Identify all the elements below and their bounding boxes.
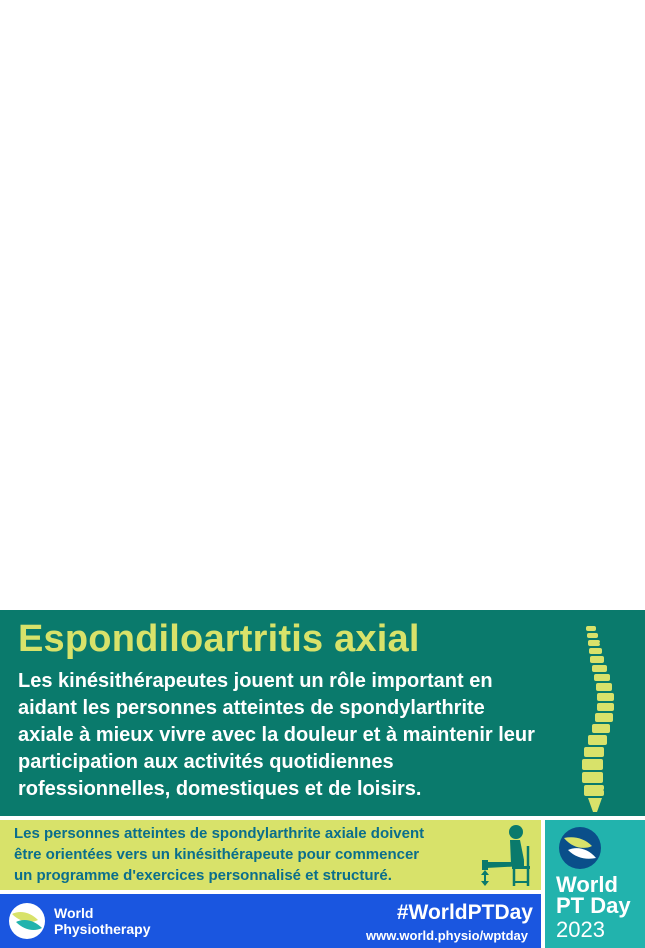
spine-icon [570,624,630,814]
callout-line: être orientées vers un kinésithérapeute pour commencer [14,846,420,863]
page-title: Espondiloartritis axial [18,618,420,660]
wpt-year: 2023 [556,917,605,942]
description [18,668,578,803]
seated-person-icon [478,822,538,888]
hashtag: #WorldPTDay [396,901,533,924]
description-line: participation aux activités quotidiennes [18,751,394,773]
callout-line: Les personnes atteintes de spondylarthrite axiale doivent [14,825,425,842]
description-line: rofessionnelles, domestiques et de loisirs. [18,778,422,800]
description-line: aidant les personnes atteintes de spondylarthrite [18,697,485,719]
wpt-line: PT Day [556,893,631,918]
world-physiotherapy-logo [8,902,46,940]
description-line: Les kinésithérapeutes jouent un rôle important en [18,670,493,692]
website-link[interactable]: www.world.physio/wptday [365,928,528,943]
callout-text [14,823,484,886]
org-line: World [54,905,94,921]
world-pt-day-title [556,874,631,916]
description-line: axiale à mieux vivre avec la douleur et à maintenir leur [18,724,535,746]
org-name [54,905,150,937]
world-pt-day-logo [558,826,602,870]
wpt-line: World [556,872,618,897]
callout-line: un programme d'exercices personnalisé et structuré. [14,867,392,884]
org-line: Physiotherapy [54,921,151,937]
